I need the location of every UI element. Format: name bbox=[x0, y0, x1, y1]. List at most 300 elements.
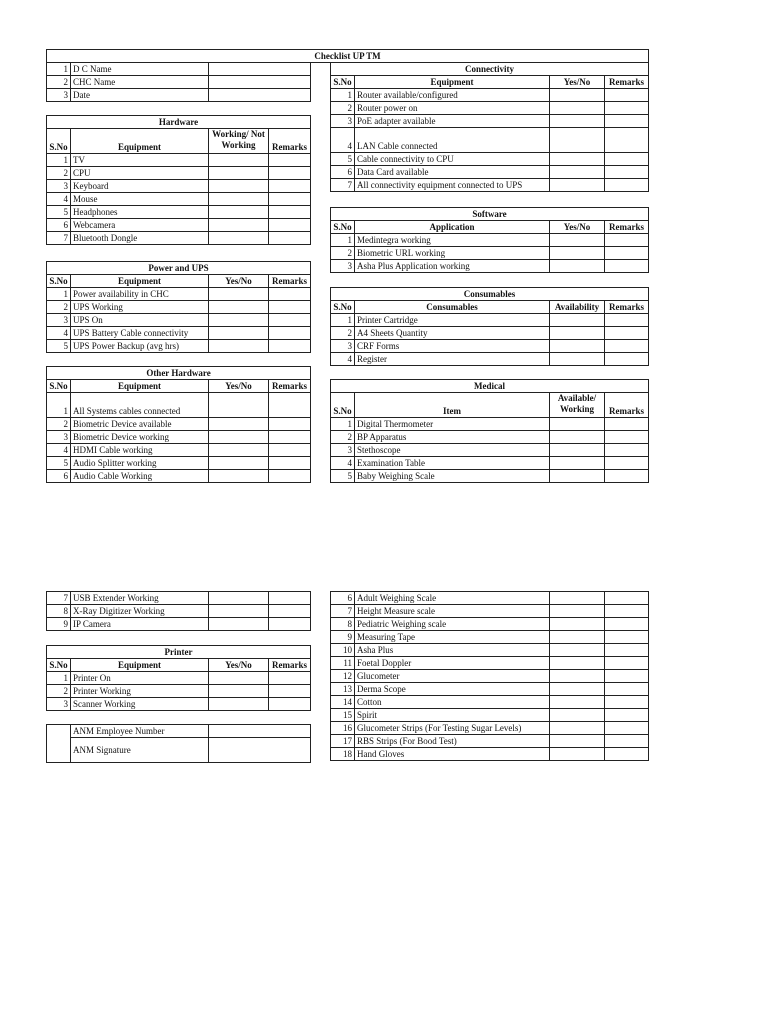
checklist-row bbox=[331, 709, 649, 722]
row-number: 1 bbox=[331, 418, 355, 431]
status-cell[interactable] bbox=[550, 260, 605, 273]
checklist-row bbox=[47, 672, 311, 685]
anm-employee-number-field[interactable] bbox=[209, 725, 311, 738]
remarks-cell[interactable] bbox=[605, 748, 649, 761]
status-cell[interactable] bbox=[209, 457, 269, 470]
remarks-cell[interactable] bbox=[269, 605, 311, 618]
remarks-cell[interactable] bbox=[269, 206, 311, 219]
remarks-cell[interactable] bbox=[605, 179, 649, 192]
row-item: HDMI Cable working bbox=[71, 444, 209, 457]
col-yes-no: Yes/No bbox=[209, 659, 269, 672]
medical-table bbox=[330, 379, 649, 483]
status-cell[interactable] bbox=[209, 154, 269, 167]
remarks-cell[interactable] bbox=[605, 670, 649, 683]
checklist-row bbox=[331, 247, 649, 260]
row-number: 3 bbox=[47, 314, 71, 327]
col-sno: S.No bbox=[331, 393, 355, 418]
row-item: Webcamera bbox=[71, 219, 209, 232]
status-cell[interactable] bbox=[209, 288, 269, 301]
checklist-row bbox=[47, 685, 311, 698]
checklist-row bbox=[331, 179, 649, 192]
row-number: 15 bbox=[331, 709, 355, 722]
row-item: Biometric URL working bbox=[355, 247, 550, 260]
power-ups-table bbox=[46, 261, 311, 353]
col-remarks: Remarks bbox=[269, 659, 311, 672]
status-cell[interactable] bbox=[550, 179, 605, 192]
row-item: Height Measure scale bbox=[355, 605, 550, 618]
printer-rows bbox=[47, 672, 311, 711]
status-cell[interactable] bbox=[209, 206, 269, 219]
row-item: Audio Cable Working bbox=[71, 470, 209, 483]
remarks-cell[interactable] bbox=[269, 592, 311, 605]
row-item: UPS Battery Cable connectivity bbox=[71, 327, 209, 340]
row-item: USB Extender Working bbox=[71, 592, 209, 605]
power-ups-rows bbox=[47, 288, 311, 353]
row-number: 2 bbox=[47, 418, 71, 431]
checklist-row bbox=[47, 444, 311, 457]
status-cell[interactable] bbox=[209, 340, 269, 353]
col-working: Working/ Not Working bbox=[209, 129, 269, 154]
col-sno: S.No bbox=[331, 76, 355, 89]
row-number: 9 bbox=[47, 618, 71, 631]
status-cell[interactable] bbox=[209, 470, 269, 483]
remarks-cell[interactable] bbox=[605, 314, 649, 327]
printer-table bbox=[46, 645, 311, 711]
checklist-row bbox=[47, 167, 311, 180]
field-value[interactable] bbox=[209, 76, 311, 89]
remarks-cell[interactable] bbox=[269, 685, 311, 698]
checklist-row bbox=[331, 631, 649, 644]
remarks-cell[interactable] bbox=[269, 314, 311, 327]
remarks-cell[interactable] bbox=[605, 128, 649, 153]
col-sno: S.No bbox=[47, 129, 71, 154]
row-number: 1 bbox=[331, 89, 355, 102]
status-cell[interactable] bbox=[209, 393, 269, 418]
row-item: Scanner Working bbox=[71, 698, 209, 711]
status-cell[interactable] bbox=[550, 683, 605, 696]
remarks-cell[interactable] bbox=[269, 219, 311, 232]
connectivity-table bbox=[330, 62, 649, 192]
hardware-table bbox=[46, 115, 311, 245]
row-item: Hand Gloves bbox=[355, 748, 550, 761]
remarks-cell[interactable] bbox=[269, 154, 311, 167]
remarks-cell[interactable] bbox=[605, 89, 649, 102]
status-cell[interactable] bbox=[209, 219, 269, 232]
software-table bbox=[330, 207, 649, 273]
remarks-cell[interactable] bbox=[605, 353, 649, 366]
remarks-cell[interactable] bbox=[605, 418, 649, 431]
checklist-row bbox=[331, 153, 649, 166]
row-item: Digital Thermometer bbox=[355, 418, 550, 431]
remarks-cell[interactable] bbox=[605, 592, 649, 605]
remarks-cell[interactable] bbox=[269, 470, 311, 483]
row-number: 5 bbox=[331, 470, 355, 483]
status-cell[interactable] bbox=[550, 418, 605, 431]
col-remarks: Remarks bbox=[605, 301, 649, 314]
status-cell[interactable] bbox=[550, 444, 605, 457]
row-number: 6 bbox=[47, 470, 71, 483]
checklist-row bbox=[47, 592, 311, 605]
status-cell[interactable] bbox=[550, 696, 605, 709]
anm-signature-label: ANM Signature bbox=[71, 738, 209, 763]
status-cell[interactable] bbox=[550, 234, 605, 247]
status-cell[interactable] bbox=[550, 431, 605, 444]
remarks-cell[interactable] bbox=[605, 234, 649, 247]
row-number: 5 bbox=[47, 457, 71, 470]
row-item: Glucometer bbox=[355, 670, 550, 683]
remarks-cell[interactable] bbox=[269, 698, 311, 711]
status-cell[interactable] bbox=[550, 709, 605, 722]
col-sno: S.No bbox=[47, 659, 71, 672]
status-cell[interactable] bbox=[209, 314, 269, 327]
remarks-cell[interactable] bbox=[605, 644, 649, 657]
status-cell[interactable] bbox=[550, 592, 605, 605]
row-item: Adult Weighing Scale bbox=[355, 592, 550, 605]
status-cell[interactable] bbox=[209, 618, 269, 631]
row-number: 6 bbox=[47, 219, 71, 232]
checklist-row bbox=[47, 193, 311, 206]
status-cell[interactable] bbox=[550, 748, 605, 761]
row-number: 2 bbox=[331, 247, 355, 260]
status-cell[interactable] bbox=[209, 180, 269, 193]
remarks-cell[interactable] bbox=[605, 102, 649, 115]
remarks-cell[interactable] bbox=[269, 672, 311, 685]
status-cell[interactable] bbox=[550, 722, 605, 735]
status-cell[interactable] bbox=[209, 685, 269, 698]
header-field-row bbox=[47, 63, 311, 76]
row-item: BP Apparatus bbox=[355, 431, 550, 444]
status-cell[interactable] bbox=[209, 444, 269, 457]
status-cell[interactable] bbox=[209, 605, 269, 618]
checklist-row bbox=[331, 327, 649, 340]
row-number: 16 bbox=[331, 722, 355, 735]
row-number: 1 bbox=[47, 672, 71, 685]
row-number: 1 bbox=[47, 154, 71, 167]
field-value[interactable] bbox=[209, 89, 311, 102]
row-item: Audio Splitter working bbox=[71, 457, 209, 470]
row-number: 2 bbox=[47, 167, 71, 180]
checklist-header-table bbox=[46, 49, 649, 63]
checklist-row bbox=[331, 89, 649, 102]
remarks-cell[interactable] bbox=[269, 393, 311, 418]
checklist-row bbox=[47, 206, 311, 219]
row-item: IP Camera bbox=[71, 618, 209, 631]
status-cell[interactable] bbox=[209, 418, 269, 431]
consumables-table bbox=[330, 287, 649, 366]
connectivity-rows bbox=[331, 89, 649, 192]
col-yes-no: Yes/No bbox=[550, 76, 605, 89]
status-cell[interactable] bbox=[209, 232, 269, 245]
remarks-cell[interactable] bbox=[605, 247, 649, 260]
checklist-row bbox=[331, 457, 649, 470]
col-equipment: Equipment bbox=[355, 76, 550, 89]
remarks-cell[interactable] bbox=[605, 327, 649, 340]
status-cell[interactable] bbox=[550, 657, 605, 670]
row-number: 7 bbox=[47, 232, 71, 245]
remarks-cell[interactable] bbox=[269, 444, 311, 457]
row-item: Cotton bbox=[355, 696, 550, 709]
checklist-row bbox=[331, 605, 649, 618]
remarks-cell[interactable] bbox=[605, 260, 649, 273]
status-cell[interactable] bbox=[550, 115, 605, 128]
status-cell[interactable] bbox=[550, 670, 605, 683]
remarks-cell[interactable] bbox=[605, 657, 649, 670]
remarks-cell[interactable] bbox=[269, 232, 311, 245]
status-cell[interactable] bbox=[550, 314, 605, 327]
row-number: 13 bbox=[331, 683, 355, 696]
row-item: UPS On bbox=[71, 314, 209, 327]
row-number: 3 bbox=[47, 89, 71, 102]
col-availability: Availability bbox=[550, 301, 605, 314]
remarks-cell[interactable] bbox=[605, 470, 649, 483]
status-cell[interactable] bbox=[209, 672, 269, 685]
remarks-cell[interactable] bbox=[269, 288, 311, 301]
remarks-cell[interactable] bbox=[605, 115, 649, 128]
status-cell[interactable] bbox=[550, 153, 605, 166]
status-cell[interactable] bbox=[550, 102, 605, 115]
consumables-title: Consumables bbox=[331, 288, 649, 301]
row-item: All Systems cables connected bbox=[71, 393, 209, 418]
col-yes-no: Yes/No bbox=[209, 380, 269, 393]
status-cell[interactable] bbox=[209, 301, 269, 314]
checklist-row bbox=[47, 219, 311, 232]
row-item: Cable connectivity to CPU bbox=[355, 153, 550, 166]
status-cell[interactable] bbox=[550, 470, 605, 483]
status-cell[interactable] bbox=[550, 605, 605, 618]
checklist-row bbox=[47, 288, 311, 301]
remarks-cell[interactable] bbox=[605, 605, 649, 618]
anm-signature-field[interactable] bbox=[209, 738, 311, 763]
header-field-row bbox=[47, 89, 311, 102]
checklist-row bbox=[331, 748, 649, 761]
hardware-title: Hardware bbox=[47, 116, 311, 129]
row-number: 6 bbox=[331, 592, 355, 605]
checklist-row bbox=[331, 234, 649, 247]
remarks-cell[interactable] bbox=[269, 327, 311, 340]
row-number: 1 bbox=[331, 314, 355, 327]
remarks-cell[interactable] bbox=[269, 193, 311, 206]
col-equipment: Equipment bbox=[71, 129, 209, 154]
remarks-cell[interactable] bbox=[269, 418, 311, 431]
col-consumables: Consumables bbox=[355, 301, 550, 314]
status-cell[interactable] bbox=[550, 631, 605, 644]
remarks-cell[interactable] bbox=[605, 166, 649, 179]
checklist-row bbox=[331, 735, 649, 748]
col-remarks: Remarks bbox=[269, 380, 311, 393]
row-item: Router power on bbox=[355, 102, 550, 115]
status-cell[interactable] bbox=[550, 353, 605, 366]
medical-continued-table bbox=[330, 591, 649, 761]
row-item: CPU bbox=[71, 167, 209, 180]
checklist-row bbox=[47, 393, 311, 418]
row-item: Asha Plus bbox=[355, 644, 550, 657]
row-item: UPS Power Backup (avg hrs) bbox=[71, 340, 209, 353]
status-cell[interactable] bbox=[550, 457, 605, 470]
checklist-row bbox=[47, 180, 311, 193]
remarks-cell[interactable] bbox=[605, 696, 649, 709]
other-hardware-rows bbox=[47, 393, 311, 483]
row-number: 4 bbox=[331, 457, 355, 470]
header-fields-table bbox=[46, 62, 311, 102]
status-cell[interactable] bbox=[209, 167, 269, 180]
checklist-row bbox=[331, 418, 649, 431]
remarks-cell[interactable] bbox=[605, 722, 649, 735]
status-cell[interactable] bbox=[550, 618, 605, 631]
row-item: Medintegra working bbox=[355, 234, 550, 247]
remarks-cell[interactable] bbox=[605, 683, 649, 696]
row-item: TV bbox=[71, 154, 209, 167]
col-remarks: Remarks bbox=[269, 129, 311, 154]
checklist-row bbox=[331, 592, 649, 605]
anm-spacer bbox=[47, 725, 71, 763]
status-cell[interactable] bbox=[209, 193, 269, 206]
row-item: Biometric Device available bbox=[71, 418, 209, 431]
row-item: Printer Working bbox=[71, 685, 209, 698]
status-cell[interactable] bbox=[550, 128, 605, 153]
col-sno: S.No bbox=[47, 380, 71, 393]
remarks-cell[interactable] bbox=[605, 618, 649, 631]
row-item: Baby Weighing Scale bbox=[355, 470, 550, 483]
status-cell[interactable] bbox=[209, 592, 269, 605]
connectivity-title: Connectivity bbox=[331, 63, 649, 76]
field-value[interactable] bbox=[209, 63, 311, 76]
checklist-row bbox=[331, 657, 649, 670]
row-item: LAN Cable connected bbox=[355, 128, 550, 153]
row-item: Power availability in CHC bbox=[71, 288, 209, 301]
col-sno: S.No bbox=[47, 275, 71, 288]
status-cell[interactable] bbox=[209, 698, 269, 711]
remarks-cell[interactable] bbox=[605, 153, 649, 166]
row-number: 10 bbox=[331, 644, 355, 657]
status-cell[interactable] bbox=[209, 327, 269, 340]
other-hardware-table bbox=[46, 366, 311, 483]
row-item: A4 Sheets Quantity bbox=[355, 327, 550, 340]
col-remarks: Remarks bbox=[269, 275, 311, 288]
checklist-row bbox=[331, 618, 649, 631]
checklist-row bbox=[47, 698, 311, 711]
checklist-row bbox=[47, 301, 311, 314]
header-fields-body bbox=[47, 63, 311, 102]
row-number: 3 bbox=[47, 180, 71, 193]
remarks-cell[interactable] bbox=[269, 167, 311, 180]
status-cell[interactable] bbox=[550, 340, 605, 353]
checklist-row bbox=[331, 314, 649, 327]
remarks-cell[interactable] bbox=[605, 735, 649, 748]
row-number: 4 bbox=[331, 353, 355, 366]
checklist-row bbox=[331, 683, 649, 696]
row-item: Router available/configured bbox=[355, 89, 550, 102]
row-number: 12 bbox=[331, 670, 355, 683]
row-number: 8 bbox=[331, 618, 355, 631]
row-item: Keyboard bbox=[71, 180, 209, 193]
software-title: Software bbox=[331, 208, 649, 221]
col-yes-no: Yes/No bbox=[550, 221, 605, 234]
status-cell[interactable] bbox=[550, 247, 605, 260]
hardware-rows bbox=[47, 154, 311, 245]
row-number: 3 bbox=[331, 444, 355, 457]
row-item: Asha Plus Application working bbox=[355, 260, 550, 273]
remarks-cell[interactable] bbox=[605, 444, 649, 457]
status-cell[interactable] bbox=[550, 327, 605, 340]
row-item: All connectivity equipment connected to UPS bbox=[355, 179, 550, 192]
checklist-row bbox=[331, 340, 649, 353]
row-number: 2 bbox=[331, 102, 355, 115]
row-number: 1 bbox=[47, 393, 71, 418]
col-yes-no: Yes/No bbox=[209, 275, 269, 288]
row-number: 4 bbox=[47, 193, 71, 206]
row-number: 2 bbox=[47, 685, 71, 698]
remarks-cell[interactable] bbox=[269, 180, 311, 193]
row-number: 6 bbox=[331, 166, 355, 179]
col-sno: S.No bbox=[331, 221, 355, 234]
medical-rows bbox=[331, 418, 649, 483]
row-item: Register bbox=[355, 353, 550, 366]
row-item: Derma Scope bbox=[355, 683, 550, 696]
printer-title: Printer bbox=[47, 646, 311, 659]
status-cell[interactable] bbox=[550, 89, 605, 102]
row-number: 17 bbox=[331, 735, 355, 748]
checklist-row bbox=[331, 102, 649, 115]
row-item: Data Card available bbox=[355, 166, 550, 179]
remarks-cell[interactable] bbox=[269, 340, 311, 353]
checklist-row bbox=[47, 470, 311, 483]
software-rows bbox=[331, 234, 649, 273]
remarks-cell[interactable] bbox=[605, 340, 649, 353]
row-item: Headphones bbox=[71, 206, 209, 219]
status-cell[interactable] bbox=[550, 735, 605, 748]
checklist-row bbox=[47, 457, 311, 470]
page-title: Checklist UP TM bbox=[47, 50, 649, 63]
remarks-cell[interactable] bbox=[605, 457, 649, 470]
row-item: Measuring Tape bbox=[355, 631, 550, 644]
row-number: 3 bbox=[47, 431, 71, 444]
remarks-cell[interactable] bbox=[269, 618, 311, 631]
checklist-row bbox=[47, 605, 311, 618]
checklist-row bbox=[331, 444, 649, 457]
remarks-cell[interactable] bbox=[269, 457, 311, 470]
checklist-row bbox=[331, 670, 649, 683]
status-cell[interactable] bbox=[550, 644, 605, 657]
remarks-cell[interactable] bbox=[269, 301, 311, 314]
other-hardware-continued-table bbox=[46, 591, 311, 631]
row-number: 2 bbox=[47, 301, 71, 314]
anm-table bbox=[46, 724, 311, 763]
field-label: Date bbox=[71, 89, 209, 102]
row-number: 5 bbox=[47, 206, 71, 219]
other-hardware-title: Other Hardware bbox=[47, 367, 311, 380]
status-cell[interactable] bbox=[550, 166, 605, 179]
checklist-row bbox=[331, 431, 649, 444]
row-number: 2 bbox=[47, 76, 71, 89]
remarks-cell[interactable] bbox=[605, 431, 649, 444]
row-number: 3 bbox=[331, 260, 355, 273]
remarks-cell[interactable] bbox=[605, 631, 649, 644]
checklist-row bbox=[47, 232, 311, 245]
row-number: 3 bbox=[331, 340, 355, 353]
checklist-row bbox=[47, 340, 311, 353]
row-number: 9 bbox=[331, 631, 355, 644]
remarks-cell[interactable] bbox=[605, 709, 649, 722]
status-cell[interactable] bbox=[209, 431, 269, 444]
row-number: 8 bbox=[47, 605, 71, 618]
col-equipment: Equipment bbox=[71, 275, 209, 288]
consumables-rows bbox=[331, 314, 649, 366]
anm-employee-number-label: ANM Employee Number bbox=[71, 725, 209, 738]
row-number: 3 bbox=[47, 698, 71, 711]
row-item: Examination Table bbox=[355, 457, 550, 470]
remarks-cell[interactable] bbox=[269, 431, 311, 444]
row-number: 18 bbox=[331, 748, 355, 761]
